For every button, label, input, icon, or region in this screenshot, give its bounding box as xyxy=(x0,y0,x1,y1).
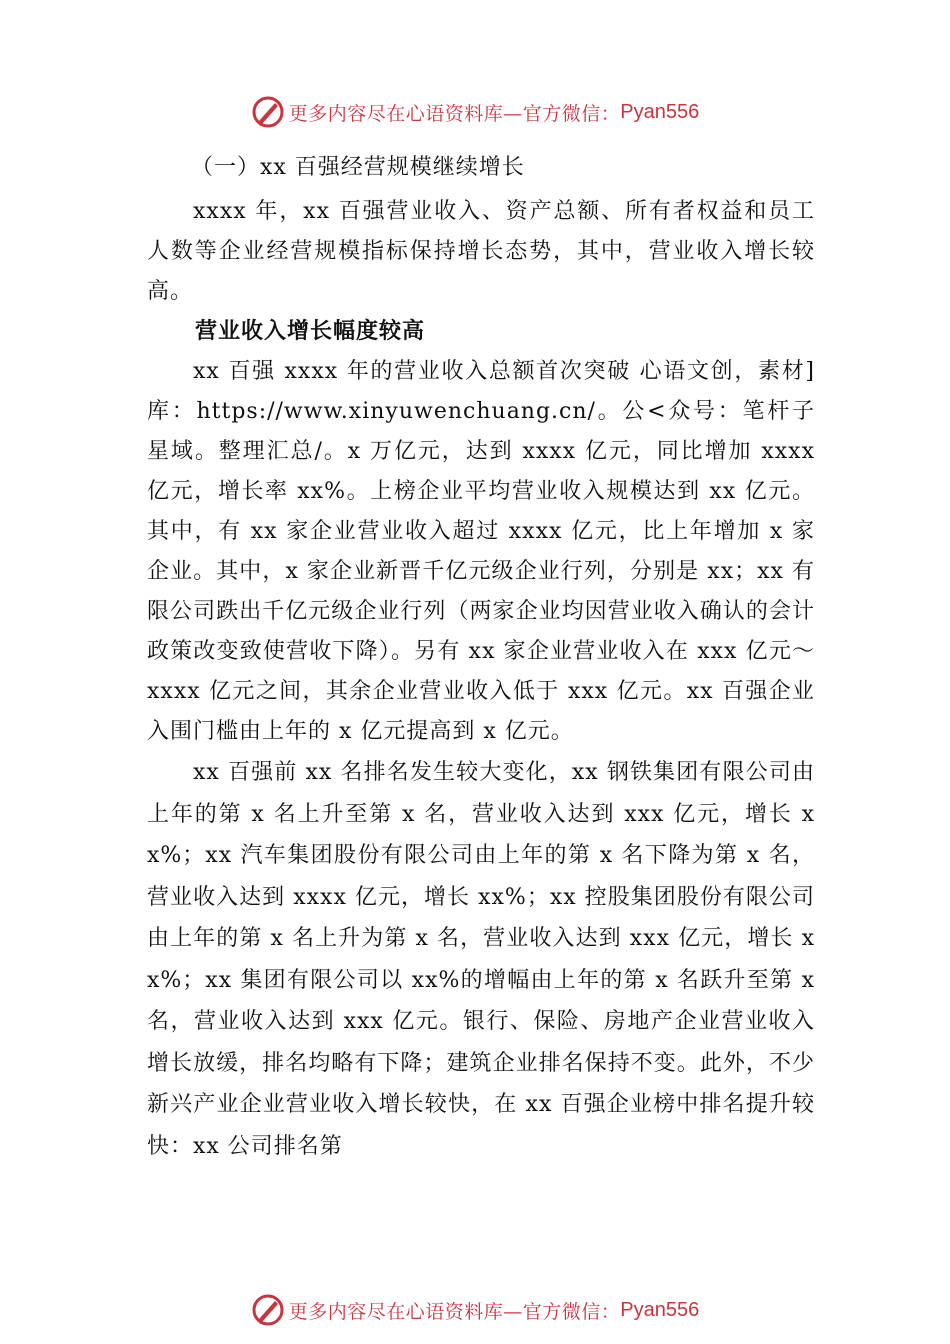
pen-logo-icon xyxy=(251,95,285,129)
paragraph-1: xxxx 年，xx 百强营业收入、资产总额、所有者权益和员工人数等企业经营规模指标保持增长态势，其中，营业收入增长较高。 xyxy=(147,199,815,304)
pen-logo-icon xyxy=(251,1293,285,1327)
watermark-contact: Pyan556 xyxy=(620,1298,700,1321)
watermark-header xyxy=(0,92,950,132)
paragraph-2: xx 百强 xxxx 年的营业收入总额首次突破 心语文创，素材]库：https://www.xinyuwenchuang.cn/。公<众号：笔杆子星域。整理汇总/。x 万亿元，达到 xxxx 亿元，同比增加 xxxx 亿元，增长率 xx%。上榜企业平均营业收入规模达到 xx 亿元。其中，有 xx 家企业营业收入超过 xxxx 亿元，比上年增加 x 家企业。其中，x 家企业新晋千亿元级企业行列，分别是 xx；xx 有限公司跌出千亿元级企业行列（两家企业均因营业收入确认的会计政策改变致使营收下降）。另有 xx 家企业营业收入在 xxx 亿元～xxxx 亿元之间，其余企业营业收入低于 xxx 亿元。xx 百强企业入围门槛由上年的 x 亿元提高到 x 亿元。 xyxy=(147,359,815,744)
section-title: （一）xx 百强经营规模继续增长 xyxy=(191,155,525,180)
subheading: 营业收入增长幅度较高 xyxy=(195,319,426,344)
watermark-contact: Pyan556 xyxy=(620,100,700,123)
paragraph-3: xx 百强前 xx 名排名发生较大变化，xx 钢铁集团有限公司由上年的第 x 名上升至第 x 名，营业收入达到 xxx 亿元，增长 xx%；xx 汽车集团股份有限公司由上年的第 x 名下降为第 x 名，营业收入达到 xxxx 亿元，增长 xx%；xx 控股集团股份有限公司由上年的第 x 名上升为第 x 名，营业收入达到 xxx 亿元，增长 xx%；xx 集团有限公司以 xx%的增幅由上年的第 x 名跃升至第 x 名，营业收入达到 xxx 亿元。银行、保险、房地产企业营业收入增长放缓，排名均略有下降；建筑企业排名保持不变。此外，不少新兴产业企业营业收入增长较快，在 xx 百强企业榜中排名提升较快：xx 公司排名第 xyxy=(147,760,815,1159)
document-body xyxy=(147,148,815,1167)
watermark-text: 更多内容尽在心语资料库—官方微信： xyxy=(288,1300,621,1323)
watermark-text: 更多内容尽在心语资料库—官方微信： xyxy=(288,102,621,125)
watermark-footer xyxy=(0,1290,950,1330)
